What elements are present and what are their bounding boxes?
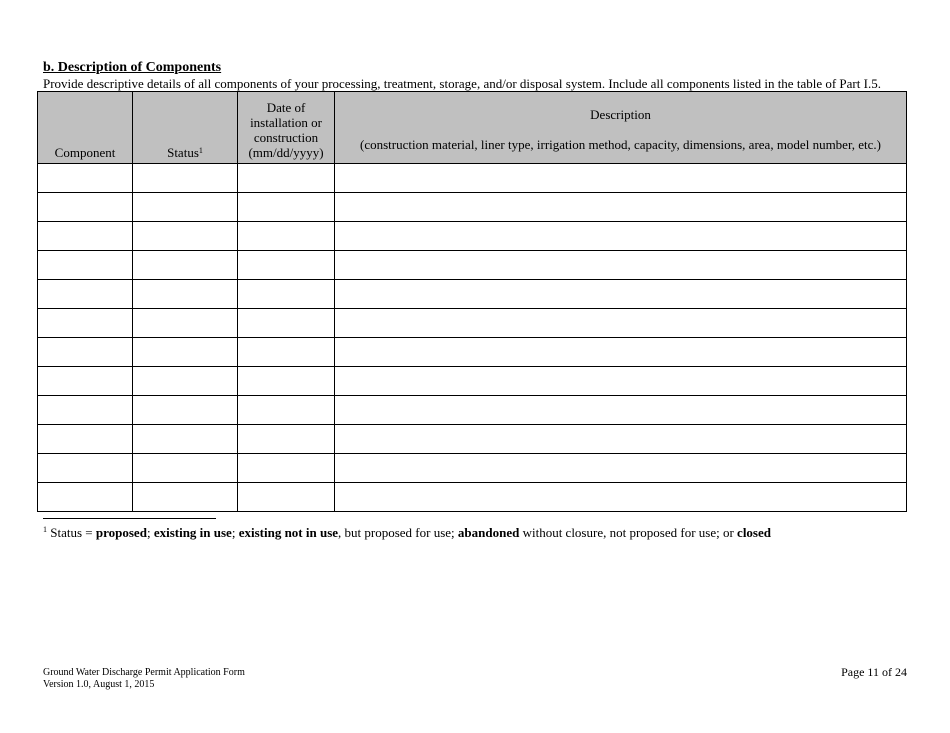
cell-component[interactable] bbox=[38, 454, 133, 483]
cell-component[interactable] bbox=[38, 309, 133, 338]
cell-date[interactable] bbox=[238, 454, 335, 483]
section-heading: b. Description of Components bbox=[43, 60, 222, 75]
cell-status[interactable] bbox=[133, 367, 238, 396]
table-row bbox=[38, 454, 907, 483]
header-description: Description (construction material, liner type, irrigation method, capacity, dimensions, area, model number, etc.) bbox=[335, 92, 907, 164]
cell-date[interactable] bbox=[238, 367, 335, 396]
cell-date[interactable] bbox=[238, 425, 335, 454]
cell-component[interactable] bbox=[38, 425, 133, 454]
table-row bbox=[38, 280, 907, 309]
cell-date[interactable] bbox=[238, 164, 335, 193]
cell-date[interactable] bbox=[238, 483, 335, 512]
cell-status[interactable] bbox=[133, 396, 238, 425]
table-row bbox=[38, 425, 907, 454]
cell-description[interactable] bbox=[335, 367, 907, 396]
cell-status[interactable] bbox=[133, 483, 238, 512]
status-footnote-marker: 1 bbox=[198, 146, 203, 155]
table-row bbox=[38, 396, 907, 425]
cell-date[interactable] bbox=[238, 280, 335, 309]
cell-description[interactable] bbox=[335, 164, 907, 193]
status-footnote: $^1$ Status = proposed; existing in use; existing not in use, but proposed for use; abandoned without closure, not proposed for use; or closed bbox=[43, 525, 771, 540]
section-intro: Provide descriptive details of all components of your processing, treatment, storage, and/or disposal system. Include all components listed in the table of Part I.5. bbox=[43, 76, 881, 91]
cell-status[interactable] bbox=[133, 338, 238, 367]
cell-component[interactable] bbox=[38, 338, 133, 367]
cell-description[interactable] bbox=[335, 193, 907, 222]
cell-status[interactable] bbox=[133, 251, 238, 280]
cell-description[interactable] bbox=[335, 338, 907, 367]
cell-date[interactable] bbox=[238, 309, 335, 338]
cell-description[interactable] bbox=[335, 454, 907, 483]
table-row bbox=[38, 193, 907, 222]
header-date: Date of installation or construction (mm/dd/yyyy) bbox=[238, 92, 335, 164]
page-number: Page 11 of 24 bbox=[841, 665, 907, 679]
header-component: Component bbox=[38, 92, 133, 164]
footer-form-name: Ground Water Discharge Permit Application Form bbox=[43, 667, 245, 678]
cell-description[interactable] bbox=[335, 425, 907, 454]
table-row bbox=[38, 164, 907, 193]
cell-component[interactable] bbox=[38, 483, 133, 512]
cell-description[interactable] bbox=[335, 309, 907, 338]
cell-status[interactable] bbox=[133, 454, 238, 483]
footer-version: Version 1.0, August 1, 2015 bbox=[43, 679, 155, 690]
cell-component[interactable] bbox=[38, 367, 133, 396]
cell-date[interactable] bbox=[238, 396, 335, 425]
cell-component[interactable] bbox=[38, 193, 133, 222]
table-row bbox=[38, 222, 907, 251]
cell-description[interactable] bbox=[335, 396, 907, 425]
cell-component[interactable] bbox=[38, 251, 133, 280]
header-status: Status$^1$ bbox=[133, 92, 238, 164]
table-row bbox=[38, 309, 907, 338]
table-header-row bbox=[38, 92, 907, 164]
footnote-divider bbox=[43, 518, 216, 519]
cell-description[interactable] bbox=[335, 483, 907, 512]
cell-component[interactable] bbox=[38, 164, 133, 193]
cell-description[interactable] bbox=[335, 222, 907, 251]
table-row bbox=[38, 483, 907, 512]
cell-description[interactable] bbox=[335, 251, 907, 280]
cell-description[interactable] bbox=[335, 280, 907, 309]
cell-status[interactable] bbox=[133, 193, 238, 222]
cell-status[interactable] bbox=[133, 280, 238, 309]
cell-date[interactable] bbox=[238, 251, 335, 280]
cell-component[interactable] bbox=[38, 280, 133, 309]
table-row bbox=[38, 251, 907, 280]
cell-component[interactable] bbox=[38, 222, 133, 251]
cell-date[interactable] bbox=[238, 222, 335, 251]
cell-status[interactable] bbox=[133, 164, 238, 193]
table-row bbox=[38, 367, 907, 396]
cell-date[interactable] bbox=[238, 193, 335, 222]
footer-form-info bbox=[43, 667, 245, 691]
cell-component[interactable] bbox=[38, 396, 133, 425]
cell-status[interactable] bbox=[133, 309, 238, 338]
cell-date[interactable] bbox=[238, 338, 335, 367]
table-row bbox=[38, 338, 907, 367]
cell-status[interactable] bbox=[133, 222, 238, 251]
components-table bbox=[37, 91, 907, 512]
cell-status[interactable] bbox=[133, 425, 238, 454]
